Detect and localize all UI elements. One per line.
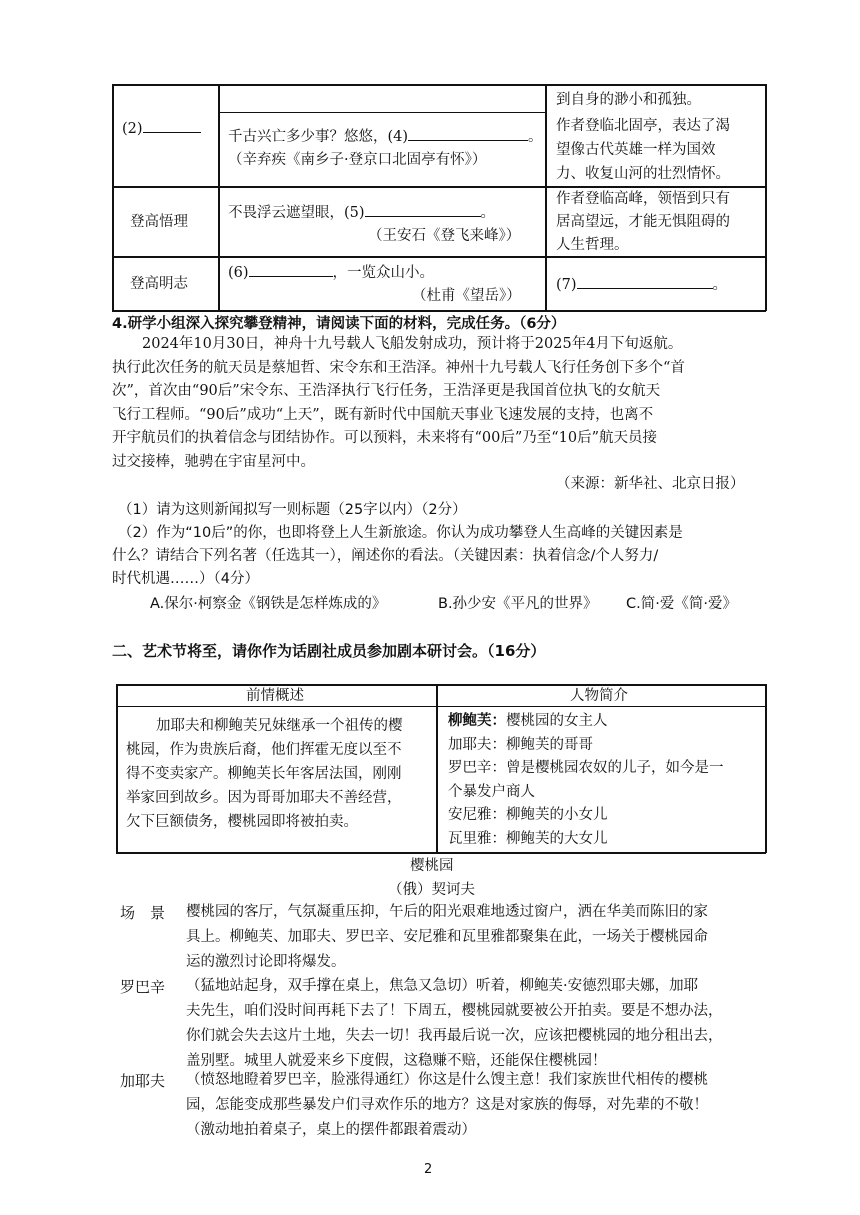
blank-2-label: (2) xyxy=(122,118,201,139)
q4-heading: 4.研学小组深入探究攀登精神，请阅读下面的材料，完成任务。（6分） xyxy=(112,316,566,332)
section2-heading: 二、艺术节将至，请你作为话剧社成员参加剧本研讨会。（16分） xyxy=(112,642,546,660)
q4-material: 2024年10月30日，神舟十九号载人飞船发射成功，预计将于2025年4月下旬返航。 执行此次任务的航天员是蔡旭哲、宋令东和王浩泽。神州十九号载人飞行任务创下多个“首 次”，首次由“90后”宋令东、王浩泽执行飞行任务，王浩泽更是我国首位执飞的女航天 飞行工程师。“90后”成功“上天”，既有新时代中国航天事业飞速发展的支持，也离不 开宇航员们的执着信念与团结协作。可以预料，未来将有“00后”乃至“10后”航天员接 过交接棒，驰骋在宇宙星河中。 xyxy=(112,336,685,470)
q4-source: （来源：新华社、北京日报） xyxy=(556,476,745,492)
row3-category: 登高悟理 xyxy=(130,214,188,230)
poem-source-5: （王安石《登飞来峰》） xyxy=(368,228,521,244)
character-item: 加耶夫：柳鲍芙的哥哥 xyxy=(448,736,593,753)
script-author: （俄）契诃夫 xyxy=(388,882,475,898)
character-item: 罗巴辛：曾是樱桃园农奴的儿子，如今是一 xyxy=(448,760,724,776)
poem-line-5: 不畏浮云遮望眼，(5) 。 xyxy=(228,202,495,223)
blank-7: (7) 。 xyxy=(556,274,727,295)
header-characters: 人物简介 xyxy=(570,688,628,704)
speaker-lopakhin: 罗巴辛 xyxy=(120,978,166,996)
character-list xyxy=(448,710,724,851)
poem-source-6: （杜甫《望岳》） xyxy=(412,288,521,304)
row2-note: 作者登临北固亭，表达了渴 望像古代英雄一样为国效 力、收复山河的壮烈情怀。 xyxy=(556,118,730,182)
row1-note: 到自身的渺小和孤独。 xyxy=(556,92,701,108)
summary-text: 加耶夫和柳鲍芙兄妹继承一个祖传的樱 桃园，作为贵族后裔，他们挥霍无度以至不 得不变卖家产。柳鲍芙长年客居法国，刚刚 举家回到故乡。因为哥哥加耶夫不善经营， 欠下巨额债务，樱桃园即将被拍卖。 xyxy=(126,718,403,830)
q4-option-b: B.孙少安《平凡的世界》 xyxy=(438,596,598,612)
q4-option-a: A.保尔·柯察金《钢铁是怎样炼成的》 xyxy=(150,596,387,612)
speaker-gaev: 加耶夫 xyxy=(120,1072,166,1090)
character-item: 柳鲍芙：樱桃园的女主人 xyxy=(448,713,608,729)
q4-option-c: C.简·爱《简·爱》 xyxy=(626,596,737,612)
poem-source-4: （辛弃疾《南乡子·登京口北固亭有怀》） xyxy=(228,152,487,168)
character-item: 安尼雅：柳鲍芙的小女儿 xyxy=(448,807,608,823)
poem-line-6: (6) ，一览众山小。 xyxy=(228,262,434,283)
script-title: 樱桃园 xyxy=(410,858,454,874)
header-summary: 前情概述 xyxy=(246,688,304,704)
q4-task2: （2）作为“10后”的你，也即将登上人生新旅途。你认为成功攀登人生高峰的关键因素是 什么？请结合下列名著（任选其一），阐述你的看法。（关键因素：执着信念/个人努力/ 时代机遇……）（4分） xyxy=(112,525,683,587)
q4-task1: （1）请为这则新闻拟写一则标题（25字以内）（2分） xyxy=(118,502,467,518)
lopakhin-line: （猛地站起身，双手撑在桌上，焦急又急切）听着，柳鲍芙·安德烈耶夫娜，加耶 夫先生，咱们没时间再耗下去了！下周五，樱桃园就要被公开拍卖。要是不想办法， 你们就会失去这片土地，失去一切！我再最后说一次，应该把樱桃园的地分租出去， 盖别墅。城里人就爱来乡下度假，这稳赚不赔，还能保住樱桃园！ xyxy=(186,978,723,1069)
row4-category: 登高明志 xyxy=(130,276,188,292)
character-item: 瓦里雅：柳鲍芙的大女儿 xyxy=(448,830,608,847)
page-number: 2 xyxy=(424,1162,433,1177)
character-item: 个暴发户商人 xyxy=(448,783,535,800)
poem-line-4: 千古兴亡多少事？悠悠，(4) 。 xyxy=(228,126,543,147)
gaev-line: （愤怒地瞪着罗巴辛，脸涨得通红）你这是什么馊主意！我们家族世代相传的樱桃 园，怎能变成那些暴发户们寻欢作乐的地方？这是对家族的侮辱，对先辈的不敬！ （激动地拍着桌子，桌上的摆件都跟着震动） xyxy=(186,1072,708,1138)
scene-text: 樱桃园的客厅，气氛凝重压抑，午后的阳光艰难地透过窗户，洒在华美而陈旧的家 具上。柳鲍芙、加耶夫、罗巴辛、安尼雅和瓦里雅都聚集在此，一场关于樱桃园命 运的激烈讨论即将爆发。 xyxy=(186,904,708,970)
row3-note: 作者登临高峰，领悟到只有 居高望远，才能无惧阻碍的 人生哲理。 xyxy=(556,191,730,253)
speaker-scene: 场 景 xyxy=(120,904,166,922)
